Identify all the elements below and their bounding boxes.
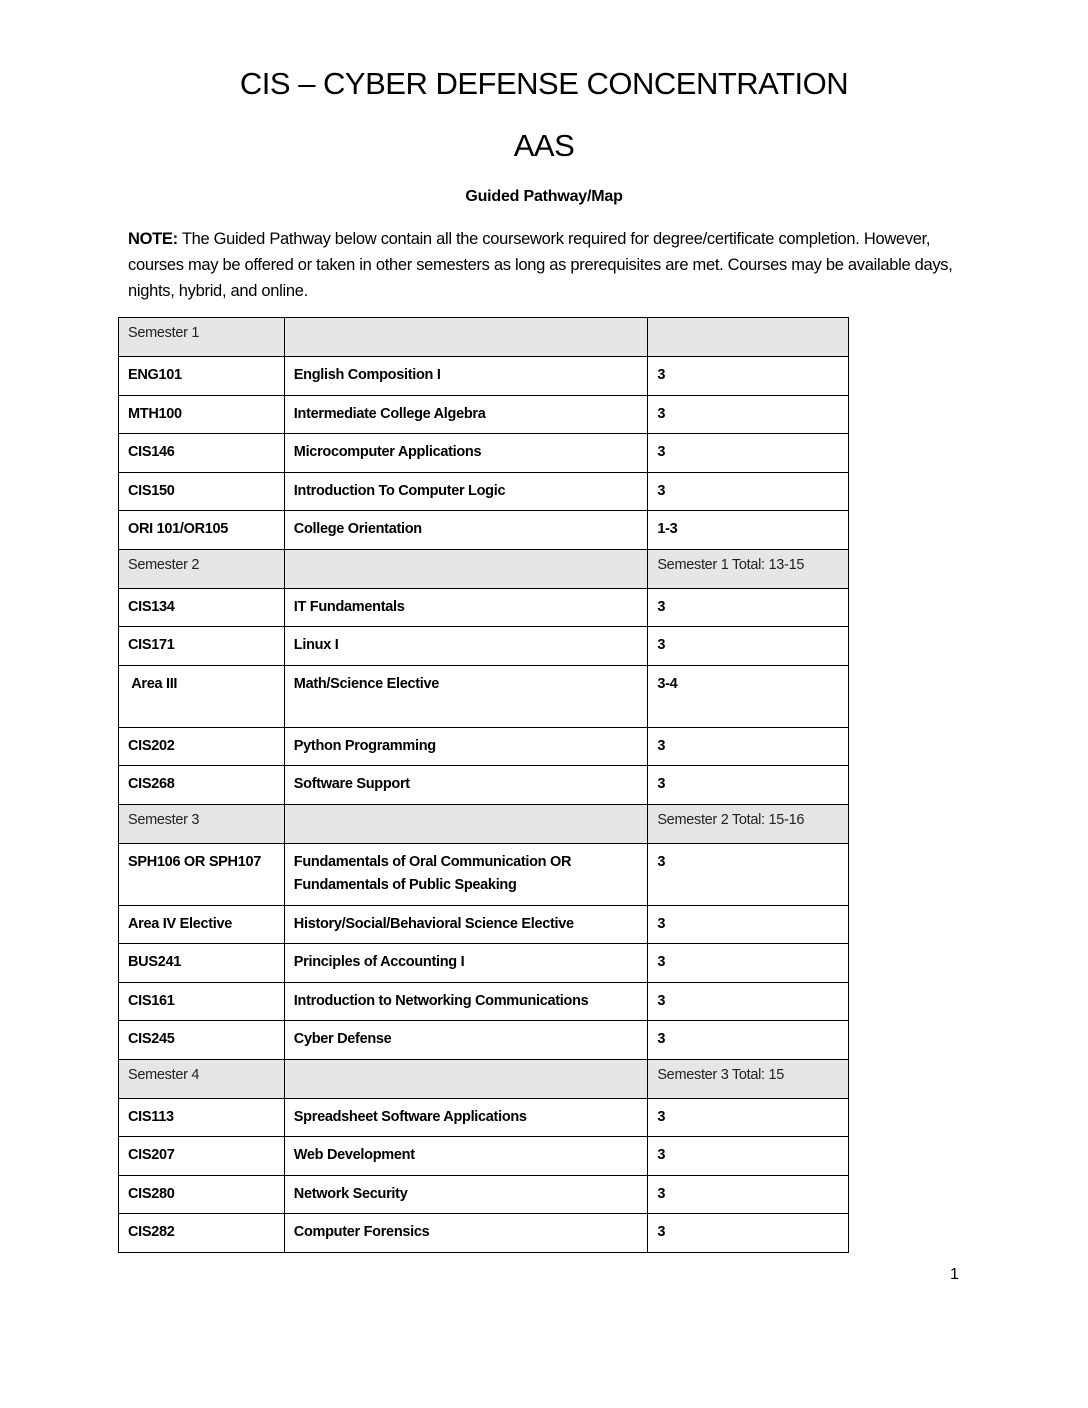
course-name: English Composition I (284, 357, 648, 396)
course-code: CIS113 (119, 1098, 285, 1137)
guided-pathway-table (118, 317, 849, 1253)
course-row (119, 1098, 849, 1137)
course-name: Network Security (284, 1175, 648, 1214)
previous-semester-total: Semester 1 Total: 13-15 (648, 549, 849, 588)
course-row (119, 1137, 849, 1176)
course-row (119, 944, 849, 983)
semester-header-row (119, 804, 849, 843)
course-credits: 3 (648, 472, 849, 511)
course-name: History/Social/Behavioral Science Elective (284, 905, 648, 944)
course-name: Introduction To Computer Logic (284, 472, 648, 511)
previous-semester-total (648, 318, 849, 357)
course-name: Linux I (284, 627, 648, 666)
course-row (119, 982, 849, 1021)
course-row (119, 1175, 849, 1214)
course-credits: 1-3 (648, 511, 849, 550)
semester-header-row (119, 549, 849, 588)
semester-blank (284, 318, 648, 357)
note-label: NOTE: (128, 230, 178, 248)
course-name: Intermediate College Algebra (284, 395, 648, 434)
course-name: IT Fundamentals (284, 588, 648, 627)
course-row (119, 905, 849, 944)
course-row (119, 434, 849, 473)
course-row (119, 357, 849, 396)
course-code: CIS202 (119, 727, 285, 766)
course-row (119, 766, 849, 805)
course-code: CIS171 (119, 627, 285, 666)
semester-header-row (119, 318, 849, 357)
course-code: CIS150 (119, 472, 285, 511)
course-name: Introduction to Networking Communications (284, 982, 648, 1021)
course-name: Web Development (284, 1137, 648, 1176)
course-name: Fundamentals of Oral Communication OR Fundamentals of Public Speaking (284, 843, 648, 905)
course-row (119, 1214, 849, 1253)
semester-blank (284, 804, 648, 843)
course-credits: 3 (648, 727, 849, 766)
course-name: Cyber Defense (284, 1021, 648, 1060)
course-row (119, 472, 849, 511)
course-name: Software Support (284, 766, 648, 805)
course-code: CIS280 (119, 1175, 285, 1214)
course-row (119, 627, 849, 666)
semester-header-row (119, 1059, 849, 1098)
course-code: ORI 101/OR105 (119, 511, 285, 550)
note-paragraph (128, 226, 958, 304)
course-credits: 3 (648, 766, 849, 805)
page-number: 1 (950, 1266, 959, 1283)
course-credits: 3 (648, 357, 849, 396)
course-credits: 3 (648, 843, 849, 905)
course-name: Spreadsheet Software Applications (284, 1098, 648, 1137)
course-code: MTH100 (119, 395, 285, 434)
course-code: SPH106 OR SPH107 (119, 843, 285, 905)
course-row (119, 665, 849, 727)
course-code: CIS268 (119, 766, 285, 805)
course-code: BUS241 (119, 944, 285, 983)
course-credits: 3 (648, 1214, 849, 1253)
course-name: College Orientation (284, 511, 648, 550)
semester-label: Semester 3 (119, 804, 285, 843)
course-credits: 3 (648, 1021, 849, 1060)
previous-semester-total: Semester 3 Total: 15 (648, 1059, 849, 1098)
previous-semester-total: Semester 2 Total: 15-16 (648, 804, 849, 843)
semester-blank (284, 1059, 648, 1098)
course-row (119, 1021, 849, 1060)
course-credits: 3 (648, 627, 849, 666)
course-code: CIS134 (119, 588, 285, 627)
course-row (119, 843, 849, 905)
course-row (119, 395, 849, 434)
course-row (119, 588, 849, 627)
course-credits: 3 (648, 1137, 849, 1176)
document-title: CIS – CYBER DEFENSE CONCENTRATION (239, 66, 849, 101)
document-subtitle: Guided Pathway/Map (465, 188, 623, 205)
course-code: Area III (119, 665, 285, 727)
course-name: Computer Forensics (284, 1214, 648, 1253)
course-code: CIS146 (119, 434, 285, 473)
semester-blank (284, 549, 648, 588)
course-code: CIS245 (119, 1021, 285, 1060)
course-credits: 3 (648, 944, 849, 983)
course-code: Area IV Elective (119, 905, 285, 944)
course-name: Principles of Accounting I (284, 944, 648, 983)
course-name: Math/Science Elective (284, 665, 648, 727)
course-code: ENG101 (119, 357, 285, 396)
course-credits: 3 (648, 588, 849, 627)
note-text: The Guided Pathway below contain all the coursework required for degree/certificate completion. However, courses may be offered or taken in other semesters as long as prerequisites are met. Courses may be available days, nights, hybrid, and online. (128, 230, 953, 300)
course-credits: 3 (648, 1098, 849, 1137)
course-credits: 3 (648, 1175, 849, 1214)
course-name: Python Programming (284, 727, 648, 766)
course-name: Microcomputer Applications (284, 434, 648, 473)
course-row (119, 511, 849, 550)
course-code: CIS282 (119, 1214, 285, 1253)
semester-label: Semester 1 (119, 318, 285, 357)
course-credits: 3 (648, 395, 849, 434)
course-credits: 3 (648, 982, 849, 1021)
course-row (119, 727, 849, 766)
course-credits: 3 (648, 905, 849, 944)
semester-label: Semester 4 (119, 1059, 285, 1098)
course-credits: 3-4 (648, 665, 849, 727)
course-code: CIS161 (119, 982, 285, 1021)
course-credits: 3 (648, 434, 849, 473)
course-code: CIS207 (119, 1137, 285, 1176)
degree-type: AAS (513, 128, 575, 163)
semester-label: Semester 2 (119, 549, 285, 588)
